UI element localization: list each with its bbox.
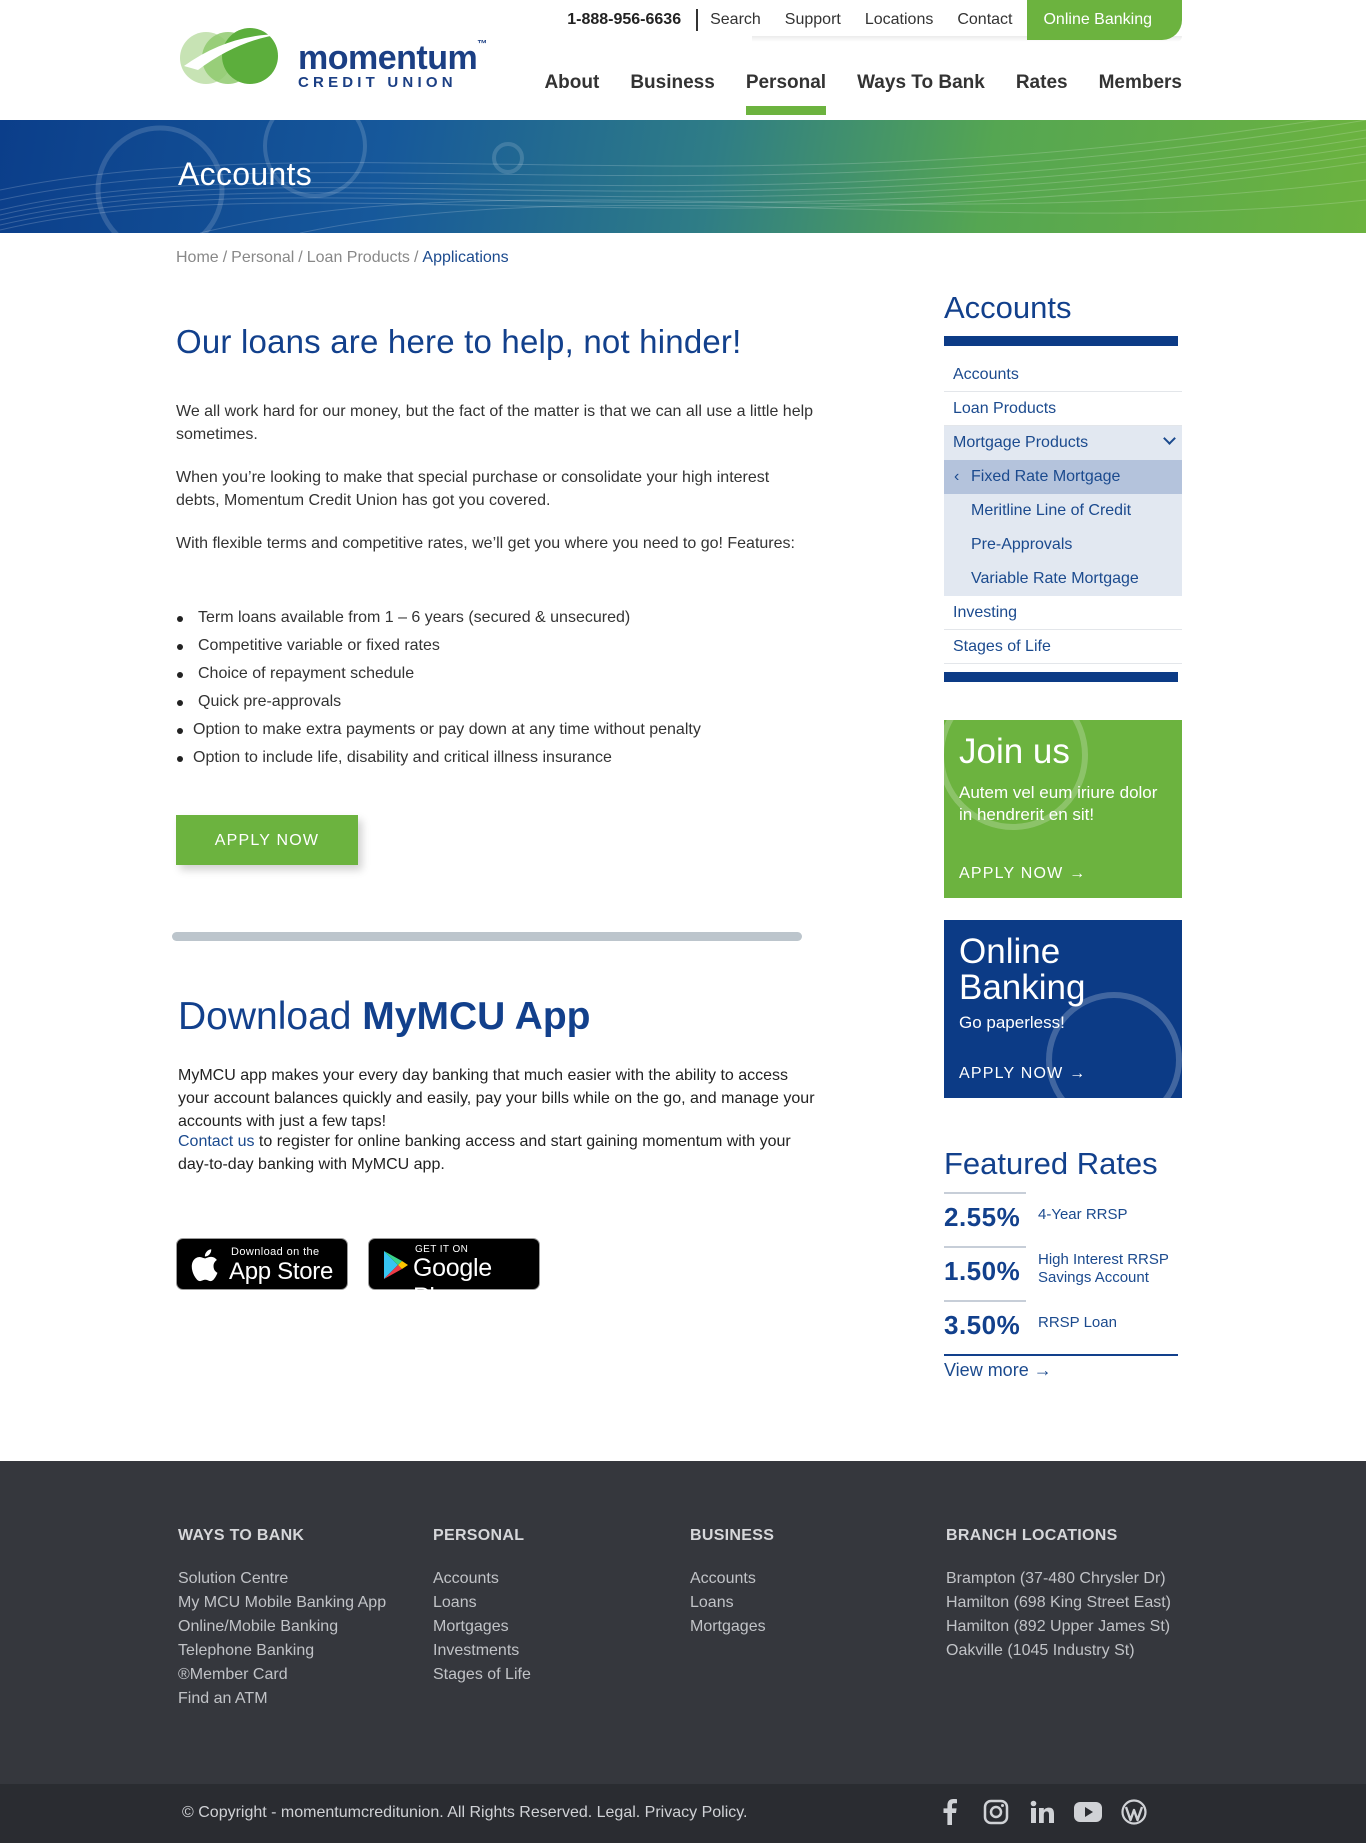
list-item: Quick pre-approvals: [176, 688, 816, 716]
footer-col-branch-locations: [946, 1527, 1171, 1663]
footer-link[interactable]: Telephone Banking: [178, 1642, 315, 1659]
list-item: Term loans available from 1 – 6 years (secured & unsecured): [176, 604, 816, 632]
footer-link[interactable]: Loans: [690, 1594, 734, 1611]
google-play-badge[interactable]: GET IT ON Google Play: [368, 1238, 540, 1290]
instagram-icon[interactable]: [982, 1798, 1010, 1826]
footer-heading: PERSONAL: [433, 1527, 525, 1544]
rate-label[interactable]: High Interest RRSP Savings Account: [1038, 1251, 1169, 1286]
rate-value: 2.55%: [944, 1202, 1021, 1232]
app-heading: Download MyMCU App: [178, 995, 591, 1038]
store-badges: [176, 1238, 540, 1311]
nav-ways-to-bank[interactable]: Ways To Bank: [857, 72, 985, 93]
footer-col-ways-to-bank: [178, 1527, 386, 1711]
sidebar-item-fixed-rate-mortgage[interactable]: ‹ Fixed Rate Mortgage: [944, 460, 1182, 494]
sidebar-item-loan-products[interactable]: Loan Products: [944, 392, 1182, 426]
locations-link[interactable]: Locations: [864, 11, 934, 28]
sidebar-item-investing[interactable]: Investing: [944, 596, 1182, 630]
footer-link[interactable]: Solution Centre: [178, 1570, 289, 1587]
sidebar-item-meritline[interactable]: Meritline Line of Credit: [944, 494, 1182, 528]
chevron-down-icon: [1163, 432, 1176, 445]
online-banking-button[interactable]: Online Banking: [1027, 0, 1182, 40]
apply-now-button[interactable]: APPLY NOW: [176, 815, 358, 865]
search-link[interactable]: Search: [710, 11, 761, 28]
footer-link[interactable]: ®Member Card: [178, 1666, 288, 1683]
online-banking-apply-link[interactable]: APPLY NOW →: [959, 1065, 1087, 1082]
youtube-icon[interactable]: [1074, 1798, 1102, 1826]
list-item: Competitive variable or fixed rates: [176, 632, 816, 660]
rate-row: [944, 1300, 1182, 1354]
sidebar-item-pre-approvals[interactable]: Pre-Approvals: [944, 528, 1182, 562]
footer-link[interactable]: Accounts: [690, 1570, 756, 1587]
footer-link[interactable]: Investments: [433, 1642, 520, 1659]
chevron-left-icon: ‹: [954, 468, 960, 485]
sidebar: [944, 290, 1182, 1381]
footer-heading: BRANCH LOCATIONS: [946, 1527, 1118, 1544]
footer-link[interactable]: Hamilton (892 Upper James St): [946, 1618, 1171, 1635]
nav-members[interactable]: Members: [1098, 72, 1182, 93]
featured-rates-list: [944, 1192, 1182, 1381]
app-download-section: [178, 995, 818, 1311]
features-intro-paragraph: With flexible terms and competitive rates, we’ll get you where you need to go! Features:: [176, 535, 795, 552]
sidebar-item-accounts[interactable]: Accounts: [944, 358, 1182, 392]
rate-row: [944, 1246, 1182, 1300]
site-logo[interactable]: [178, 26, 487, 91]
social-links: [936, 1798, 1148, 1826]
features-list: [176, 604, 816, 772]
apple-icon: [189, 1248, 219, 1282]
contact-link[interactable]: Contact: [957, 11, 1013, 28]
nav-business[interactable]: Business: [630, 72, 715, 93]
special-purchase-paragraph: When you’re looking to make that special purchase or consolidate your high interest debts, Momentum Credit Union has got you covered.: [176, 469, 770, 509]
page-title: Accounts: [178, 156, 313, 192]
rate-label[interactable]: RRSP Loan: [1038, 1314, 1117, 1331]
section-divider: [172, 932, 802, 941]
utility-nav: [567, 0, 1182, 40]
footer-heading: WAYS TO BANK: [178, 1527, 305, 1544]
footer-link[interactable]: Stages of Life: [433, 1666, 531, 1683]
join-us-apply-link[interactable]: APPLY NOW →: [959, 865, 1087, 882]
sub-footer: [0, 1784, 1366, 1843]
support-link[interactable]: Support: [784, 11, 841, 28]
logo-wordmark: momentum™: [298, 39, 487, 77]
list-item: Option to include life, disability and critical illness insurance: [176, 744, 816, 772]
online-banking-text: Go paperless!: [959, 1013, 1065, 1032]
featured-rates-title: Featured Rates: [944, 1146, 1158, 1181]
online-banking-title: Online Banking: [959, 932, 1086, 1007]
phone-number-link[interactable]: 1-888-956-6636: [567, 9, 698, 31]
footer-link[interactable]: Oakville (1045 Industry St): [946, 1642, 1135, 1659]
site-header: [0, 0, 1366, 120]
main-nav: [513, 72, 1182, 114]
breadcrumb-home[interactable]: Home: [176, 249, 219, 266]
list-item: Choice of repayment schedule: [176, 660, 816, 688]
join-us-text: Autem vel eum iriure dolor in hendrerit en sit!: [959, 783, 1158, 824]
sidebar-rule-bottom: [944, 672, 1178, 682]
footer-col-personal: [433, 1527, 531, 1687]
contact-us-link[interactable]: Contact us: [178, 1133, 255, 1150]
breadcrumb-current: Applications: [422, 249, 509, 266]
sidebar-rule-top: [944, 336, 1178, 346]
footer-link[interactable]: Brampton (37-480 Chrysler Dr): [946, 1570, 1166, 1587]
main-content: [176, 300, 816, 1311]
page-banner: [0, 120, 1366, 233]
rate-label[interactable]: 4-Year RRSP: [1038, 1206, 1128, 1223]
sidebar-nav: [944, 358, 1182, 664]
footer-link[interactable]: My MCU Mobile Banking App: [178, 1594, 387, 1611]
copyright-text: © Copyright - momentumcreditunion. All Rights Reserved. Legal. Privacy Policy.: [182, 1804, 748, 1821]
rates-rule: [944, 1354, 1178, 1356]
online-banking-promo: [944, 920, 1182, 1098]
footer-link[interactable]: Find an ATM: [178, 1690, 268, 1707]
footer-link[interactable]: Mortgages: [433, 1618, 509, 1635]
app-register-text: Contact us to register for online banking access and start gaining momentum with your day-to-day banking with MyMCU app.: [178, 1133, 791, 1173]
join-us-promo: [944, 720, 1182, 898]
footer-link[interactable]: Hamilton (698 King Street East): [946, 1594, 1171, 1611]
footer-col-business: [690, 1527, 774, 1639]
logo-subtitle: CREDIT UNION: [298, 74, 457, 91]
breadcrumb-loan-products[interactable]: Loan Products: [306, 249, 410, 266]
facebook-icon[interactable]: [936, 1798, 964, 1826]
view-more-rates-link[interactable]: View more →: [944, 1360, 1052, 1380]
nav-about[interactable]: About: [544, 72, 600, 93]
footer-heading: BUSINESS: [690, 1527, 775, 1544]
breadcrumb-personal[interactable]: Personal: [231, 249, 295, 266]
breadcrumb: Home / Personal / Loan Products / Applications: [176, 249, 509, 266]
rate-value: 1.50%: [944, 1256, 1021, 1286]
wordpress-icon[interactable]: [1120, 1798, 1148, 1826]
nav-personal[interactable]: Personal: [746, 72, 826, 114]
footer-link[interactable]: Mortgages: [690, 1618, 766, 1635]
sidebar-item-mortgage-products[interactable]: Mortgage Products: [944, 426, 1182, 460]
logo-mark-icon: [178, 26, 294, 90]
app-store-badge[interactable]: Download on the App Store: [176, 1238, 348, 1290]
sidebar-item-stages-of-life[interactable]: Stages of Life: [944, 630, 1182, 664]
sidebar-title: Accounts: [944, 290, 1072, 325]
footer-link[interactable]: Accounts: [433, 1570, 499, 1587]
app-description: MyMCU app makes your every day banking that much easier with the ability to access your account balances quickly and easily, pay your bills while on the go, and manage your accounts with just a few taps!: [178, 1067, 815, 1130]
google-play-icon: [381, 1248, 411, 1282]
linkedin-icon[interactable]: [1028, 1798, 1056, 1826]
sidebar-item-variable-rate-mortgage[interactable]: Variable Rate Mortgage: [944, 562, 1182, 596]
nav-rates[interactable]: Rates: [1015, 72, 1068, 93]
rate-row: [944, 1192, 1182, 1246]
intro-paragraph: We all work hard for our money, but the fact of the matter is that we can all use a little help sometimes.: [176, 403, 814, 443]
join-us-title: Join us: [959, 732, 1070, 771]
list-item: Option to make extra payments or pay down at any time without penalty: [176, 716, 816, 744]
content-heading: Our loans are here to help, not hinder!: [176, 323, 742, 360]
footer-link[interactable]: Loans: [433, 1594, 477, 1611]
rate-value: 3.50%: [944, 1310, 1021, 1340]
site-footer: [0, 1461, 1366, 1784]
footer-link[interactable]: Online/Mobile Banking: [178, 1618, 339, 1635]
